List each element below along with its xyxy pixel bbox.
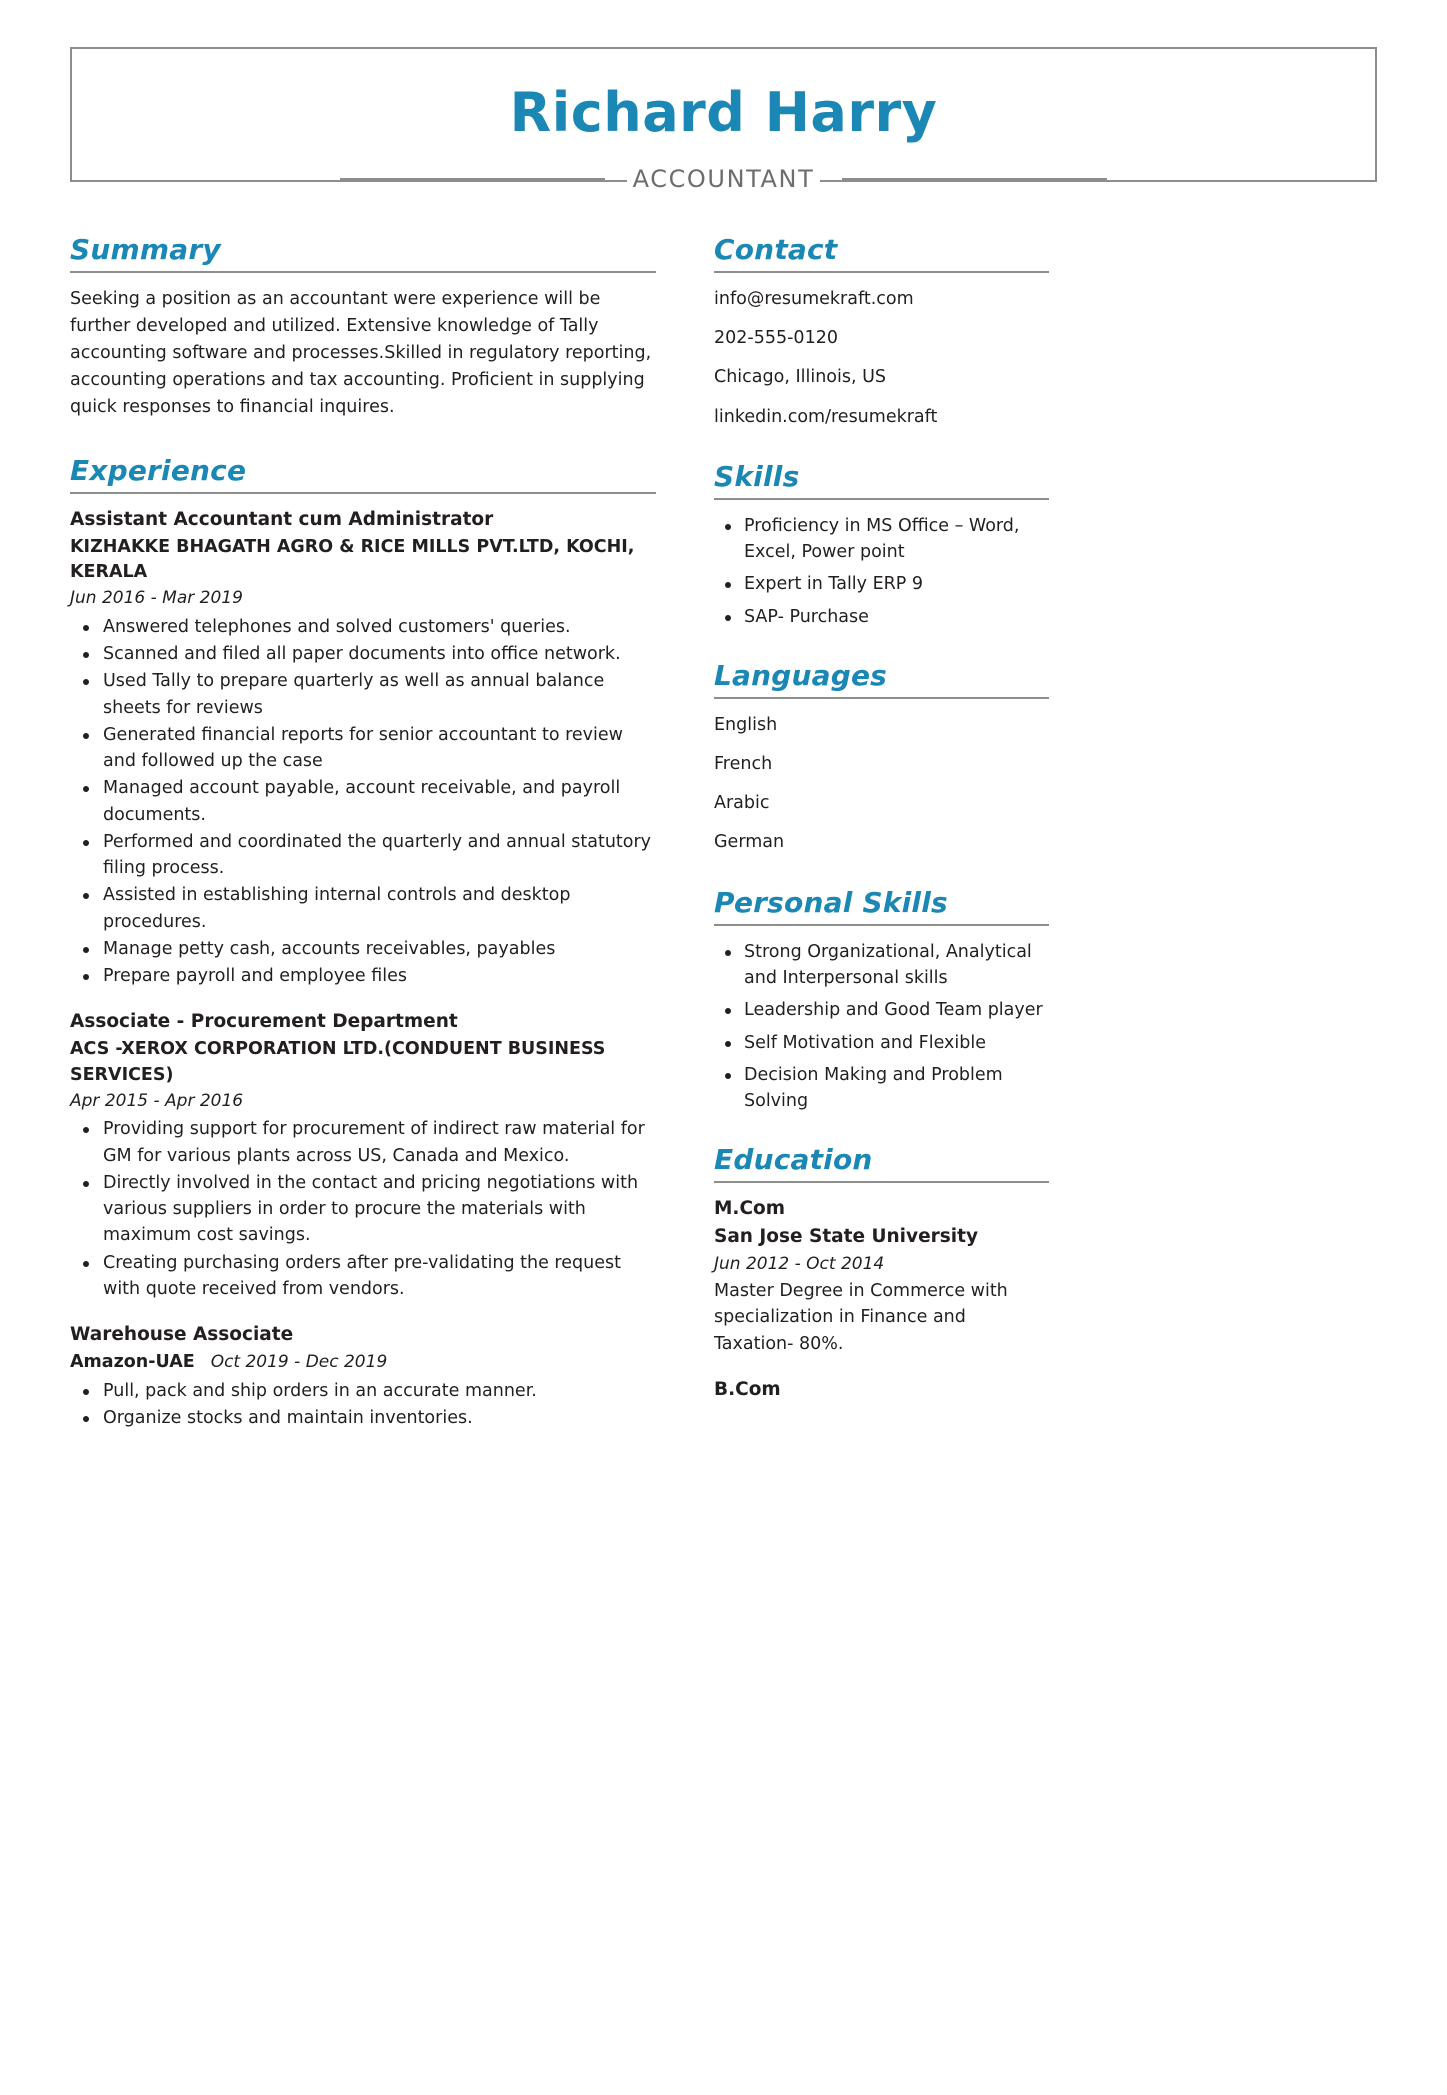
skills-section [714, 461, 1049, 630]
education-degree: M.Com [714, 1198, 786, 1220]
experience-entry [70, 1009, 656, 1302]
summary-divider [70, 271, 656, 273]
personal-skill-item: Strong Organizational, Analytical and Interpersonal skills [744, 939, 1049, 992]
experience-section [70, 455, 656, 1432]
skills-list [714, 513, 1049, 630]
skill-item: Proficiency in MS Office – Word, Excel, Power point [744, 513, 1049, 566]
resume-page [0, 47, 1447, 2095]
job-bullet: Scanned and filed all paper documents into office network. [103, 641, 656, 667]
job-bullets [70, 1378, 656, 1432]
job-title-row [70, 165, 1377, 193]
education-entry [714, 1377, 1049, 1404]
name-box [70, 47, 1377, 182]
language-item: English [714, 715, 778, 736]
job-bullet: Used Tally to prepare quarterly as well as annual balance sheets for reviews [103, 668, 656, 721]
job-company: KIZHAKKE BHAGATH AGRO & RICE MILLS PVT.LTD, KOCHI, KERALA [70, 536, 635, 583]
candidate-name: Richard Harry [509, 80, 938, 144]
education-date: Jun 2012 - Oct 2014 [714, 1254, 885, 1275]
job-date: Jun 2016 - Mar 2019 [70, 588, 243, 609]
job-company: ACS -XEROX CORPORATION LTD.(CONDUENT BUSINESS SERVICES) [70, 1039, 606, 1085]
summary-heading: Summary [70, 233, 221, 266]
personal-skills-list [714, 939, 1049, 1115]
contact-heading: Contact [714, 233, 838, 266]
personal-skills-section [714, 887, 1049, 1115]
job-bullets [70, 1116, 656, 1302]
languages-list [714, 712, 1049, 857]
contact-line[interactable]: 202-555-0120 [714, 328, 838, 349]
job-date: Oct 2019 - Dec 2019 [210, 1352, 388, 1373]
job-bullet: Answered telephones and solved customers' queries. [103, 614, 656, 640]
experience-heading: Experience [70, 453, 247, 487]
job-title: Warehouse Associate [70, 1324, 294, 1346]
language-item: French [714, 754, 773, 775]
education-description: Master Degree in Commerce with specialization in Finance and Taxation- 80%. [714, 1280, 1008, 1354]
job-bullet: Managed account payable, account receivable, and payroll documents. [103, 775, 656, 828]
languages-section [714, 660, 1049, 857]
personal-skill-item: Decision Making and Problem Solving [744, 1062, 1049, 1115]
candidate-job-title: ACCOUNTANT [627, 165, 821, 193]
experience-divider [70, 492, 656, 494]
job-bullet: Pull, pack and ship orders in an accurate manner. [103, 1378, 656, 1404]
company-date-row [70, 1350, 656, 1375]
job-bullet: Generated financial reports for senior accountant to review and followed up the case [103, 722, 656, 775]
languages-divider [714, 697, 1049, 699]
education-entry [714, 1196, 1049, 1357]
job-date: Apr 2015 - Apr 2016 [70, 1090, 244, 1111]
job-title: Assistant Accountant cum Administrator [70, 509, 494, 531]
right-column [714, 234, 1049, 1434]
resume-header [70, 47, 1377, 193]
subtitle-rule-right [842, 178, 1107, 180]
job-bullet: Manage petty cash, accounts receivables, payables [103, 936, 656, 962]
skill-item: SAP- Purchase [744, 604, 1049, 630]
experience-entry [70, 507, 656, 989]
skills-heading: Skills [714, 459, 800, 493]
left-column [70, 234, 682, 1452]
education-heading: Education [714, 1143, 873, 1177]
subtitle-rule-left [340, 178, 605, 180]
summary-text: Seeking a position as an accountant were experience will be further developed and utilized. Extensive knowledge of Tally accounting software and processes.Skilled in regulatory reporting, accounting operations and tax accounting. Proficient in supplying quick responses to financial inquires. [70, 289, 652, 417]
language-item: Arabic [714, 793, 770, 814]
job-bullet: Directly involved in the contact and pricing negotiations with various suppliers in order to procure the materials with maximum cost savings. [103, 1170, 656, 1249]
contact-divider [714, 271, 1049, 273]
job-bullet: Organize stocks and maintain inventories. [103, 1405, 656, 1431]
job-bullet: Creating purchasing orders after pre-validating the request with quote received from vendors. [103, 1250, 656, 1303]
personal-skills-divider [714, 924, 1049, 926]
job-bullet: Performed and coordinated the quarterly and annual statutory filing process. [103, 829, 656, 882]
languages-heading: Languages [714, 658, 888, 692]
job-bullet: Providing support for procurement of indirect raw material for GM for various plants across US, Canada and Mexico. [103, 1116, 656, 1169]
job-bullets [70, 614, 656, 990]
education-school: San Jose State University [714, 1226, 979, 1248]
summary-section [70, 234, 656, 421]
job-bullet: Assisted in establishing internal controls and desktop procedures. [103, 882, 656, 935]
job-title: Associate - Procurement Department [70, 1011, 458, 1033]
contact-line[interactable]: info@resumekraft.com [714, 289, 914, 310]
language-item: German [714, 832, 785, 853]
job-company: Amazon-UAE [70, 1352, 195, 1373]
personal-skill-item: Self Motivation and Flexible [744, 1030, 1049, 1056]
education-list [714, 1196, 1049, 1404]
contact-list [714, 286, 1049, 431]
skill-item: Expert in Tally ERP 9 [744, 571, 1049, 597]
contact-section [714, 234, 1049, 431]
contact-line[interactable]: Chicago, Illinois, US [714, 367, 887, 388]
job-bullet: Prepare payroll and employee files [103, 963, 656, 989]
education-section [714, 1144, 1049, 1404]
contact-line[interactable]: linkedin.com/resumekraft [714, 406, 938, 427]
personal-skill-item: Leadership and Good Team player [744, 997, 1049, 1023]
experience-list [70, 507, 656, 1432]
experience-entry [70, 1322, 656, 1432]
personal-skills-heading: Personal Skills [714, 885, 948, 919]
resume-body [70, 234, 1377, 1452]
education-divider [714, 1181, 1049, 1183]
skills-divider [714, 498, 1049, 500]
education-degree: B.Com [714, 1379, 781, 1401]
